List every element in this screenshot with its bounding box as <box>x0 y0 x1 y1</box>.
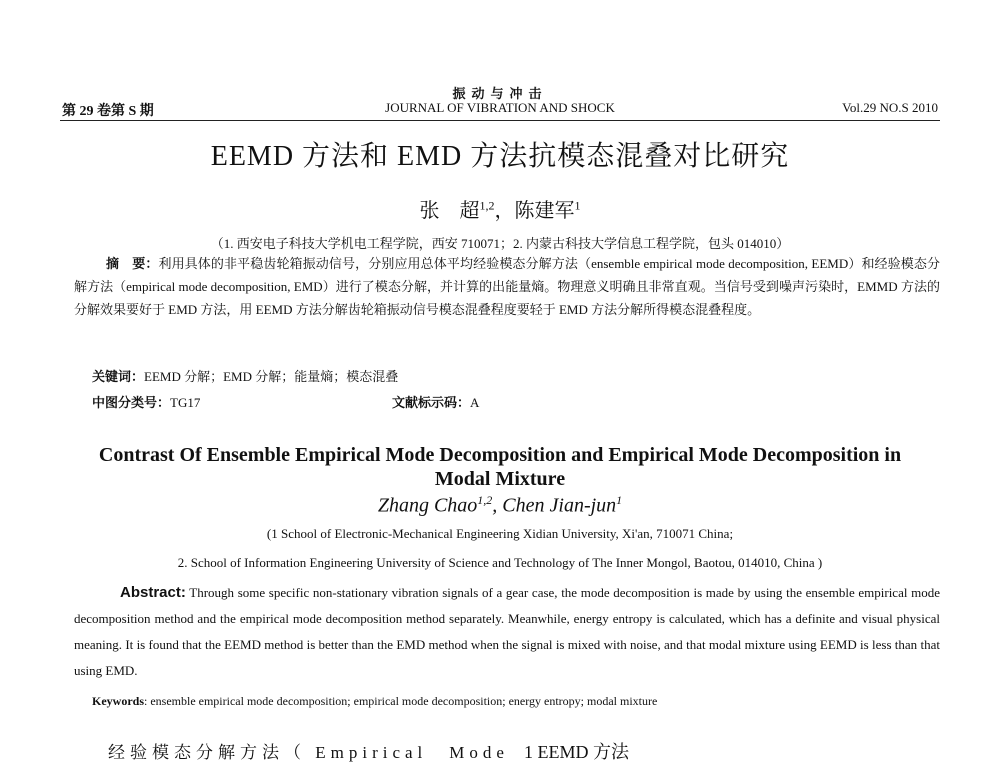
header-rule <box>60 120 940 121</box>
section-heading-eemd: 1 EEMD 方法 <box>524 742 629 762</box>
body-text-left-column: 经验模态分解方法（ Empirical Mode <box>108 743 509 762</box>
paper-title-en: Contrast Of Ensemble Empirical Mode Decomposition and Empirical Mode Decomposition in Modal Mixture <box>98 444 902 490</box>
classification-label: 中图分类号： <box>92 395 171 410</box>
affiliation-en-2: 2. School of Information Engineering University of Science and Technology of The Inner Mongol, Baotou, 014010, China ) <box>177 555 823 570</box>
author-name: Chen Jian-jun <box>502 494 617 517</box>
author-name: 陈建军 <box>514 200 575 222</box>
keywords-en <box>92 694 657 709</box>
keywords-text-en: : ensemble empirical mode decomposition; empirical mode decomposition; energy entropy; modal mixture <box>144 694 658 708</box>
journal-name-en: JOURNAL OF VIBRATION AND SHOCK <box>385 100 615 115</box>
affiliation-cn: （1. 西安电子科技大学机电工程学院，西安 710071；2. 内蒙古科技大学信息工程学院，包头 014010） <box>210 236 790 251</box>
document-code <box>392 392 479 411</box>
volume-issue-cn: 第 29 卷第 S 期 <box>62 104 154 119</box>
author-separator: ， <box>494 200 515 222</box>
author-separator: , <box>492 494 503 517</box>
document-code-value: A <box>470 395 480 410</box>
abstract-en <box>74 580 940 684</box>
abstract-text-cn: 利用具体的非平稳齿轮箱振动信号，分别应用总体平均经验模态分解方法（ensemble empirical mode decomposition, EEMD）和经验模态分解方法（empirical mode decomposition, EMD）进行了模态分解，并计算的出能量熵。物理意义明确且非常直观。当信号受到噪声污染时，EMMD 方法的分解效果要好于 EMD 方法，用 EEMD 方法分解齿轮箱振动信号模态混叠程度要轻于 EMD 方法分解所得模态混叠程度。 <box>74 256 940 317</box>
journal-name-cn: 振动与冲击 <box>452 86 548 101</box>
paper-title-cn: EEMD 方法和 EMD 方法抗模态混叠对比研究 <box>210 141 790 172</box>
author-affiliation-mark: 1,2 <box>477 493 493 507</box>
keywords-cn <box>92 366 398 385</box>
document-code-label: 文献标示码： <box>392 395 471 410</box>
affiliation-en-1: (1 School of Electronic-Mechanical Engineering Xidian University, Xi'an, 710071 China; <box>266 526 734 541</box>
author-affiliation-mark: 1,2 <box>479 198 495 213</box>
classification-number <box>92 392 200 411</box>
author-affiliation-mark: 1 <box>616 493 623 507</box>
abstract-text-en: Through some specific non-stationary vibration signals of a gear case, the mode decomposition is made by using the ensemble empirical mode decomposition method and the empirical mode decomposition method separately. Meanwhile, energy entropy is calculated, which has a definite and visual physical meaning. It is found that the EEMD method is better than the EMD method when the signal is mixed with noise, and that modal mixture using EEMD is less than that using EMD. <box>74 585 940 678</box>
abstract-label-en: Abstract: <box>120 584 186 601</box>
abstract-label-cn: 摘 要： <box>106 256 159 271</box>
author-name: Zhang Chao <box>377 494 478 517</box>
classification-value: TG17 <box>170 395 201 410</box>
keywords-label-cn: 关键词： <box>92 369 145 384</box>
keywords-text-cn: EEMD 分解；EMD 分解；能量熵；模态混叠 <box>144 369 399 384</box>
author-affiliation-mark: 1 <box>574 198 581 213</box>
authors-cn <box>0 194 1000 223</box>
author-name: 张 超 <box>419 200 480 222</box>
abstract-cn <box>74 252 940 321</box>
volume-issue-en: Vol.29 NO.S 2010 <box>842 100 938 115</box>
keywords-label-en: Keywords <box>92 694 144 708</box>
authors-en <box>0 493 1000 518</box>
